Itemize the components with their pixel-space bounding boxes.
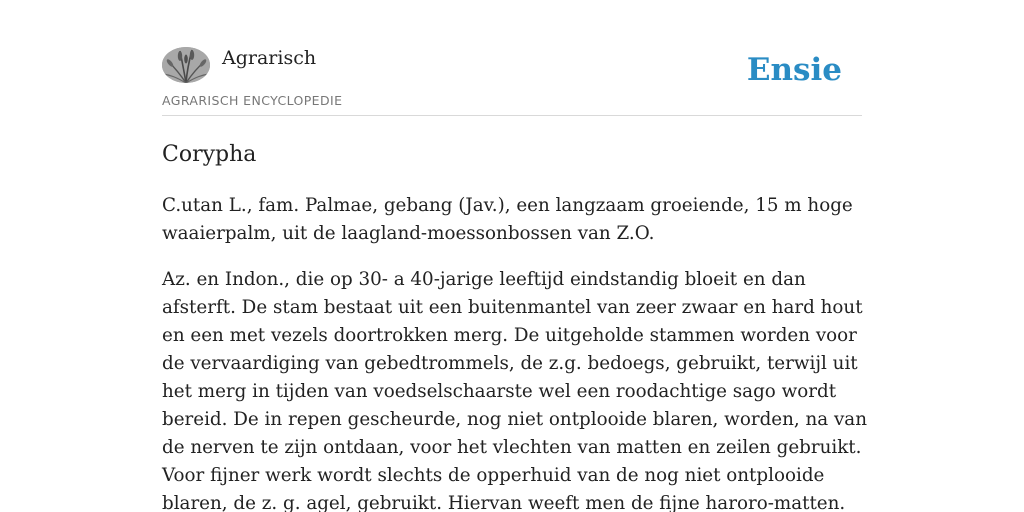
article-paragraph: C.utan L., fam. Palmae, gebang (Jav.), een langzaam groeiende, 15 m hoge waaierpalm, uit de laagland-moessonbossen van Z.O.	[162, 195, 853, 244]
source-title[interactable]: Agrarisch	[222, 47, 317, 69]
article-title: Corypha	[162, 142, 257, 167]
article-paragraph: Az. en Indon., die op 30- a 40-jarige leeftijd eindstandig bloeit en dan afsterft. De stam bestaat uit een buitenmantel van zeer zwaar en hard hout en een met vezels doortrokken merg. De uitgeholde stammen worden voor de vervaardiging van gebedtrommels, de z.g. bedoegs, gebruikt, terwijl uit het merg in tijden van voedselschaarste wel een roodachtige sago wordt bereid. De in repen gescheurde, nog niet ontplooide blaren, worden, na van de nerven te zijn ontdaan, voor het vlechten van matten en zeilen gebruikt. Voor fijner werk wordt slechts de opperhuid van de nog niet ontplooide blaren, de z. g. agel, gebruikt. Hiervan weeft men de fijne haroro-matten.	[162, 269, 867, 512]
wheat-illustration-icon[interactable]	[162, 47, 210, 83]
source-header	[162, 0, 862, 116]
brand-logo[interactable]: Ensie	[746, 52, 842, 88]
source-subtitle: AGRARISCH ENCYCLOPEDIE	[162, 93, 343, 108]
